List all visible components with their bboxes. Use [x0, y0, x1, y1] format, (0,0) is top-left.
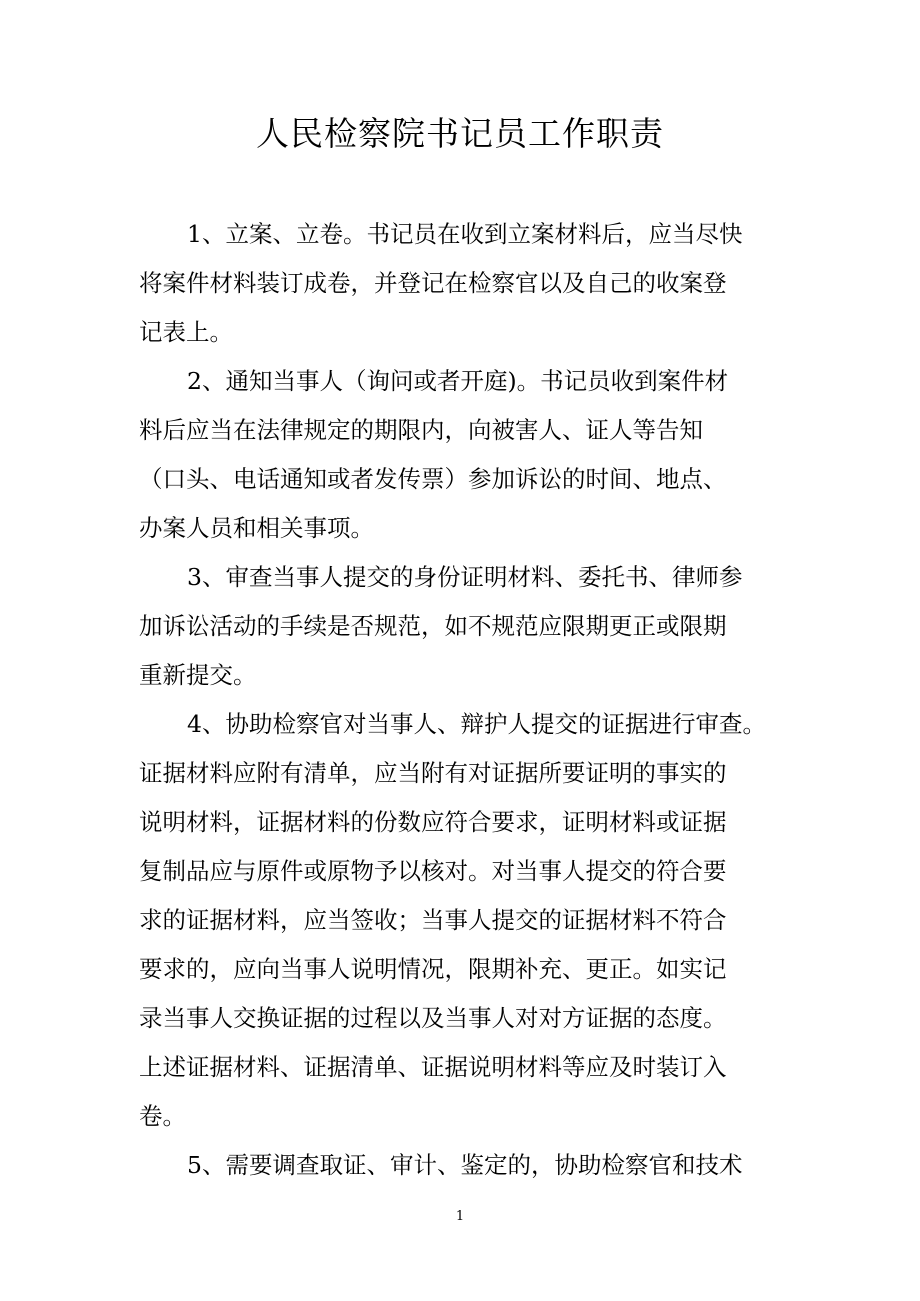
- text-line: 重新提交。: [139, 661, 257, 689]
- text-line: 要求的，应向当事人说明情况，限期补充、更正。如实记: [139, 955, 727, 983]
- document-title: 人民检察院书记员工作职责: [256, 114, 664, 153]
- text-line: 5、需要调查取证、审计、鉴定的，协助检察官和技术: [187, 1151, 743, 1179]
- text-line: 加诉讼活动的手续是否规范，如不规范应限期更正或限期: [139, 612, 727, 640]
- text-line: 录当事人交换证据的过程以及当事人对对方证据的态度。: [139, 1004, 727, 1032]
- text-line: 料后应当在法律规定的期限内，向被害人、证人等告知: [139, 416, 703, 444]
- text-line: 证据材料应附有清单，应当附有对证据所要证明的事实的: [139, 759, 727, 787]
- text-line: （口头、电话通知或者发传票）参加诉讼的时间、地点、: [139, 465, 727, 493]
- text-line: 3、审查当事人提交的身份证明材料、委托书、律师参: [187, 563, 743, 591]
- text-line: 上述证据材料、证据清单、证据说明材料等应及时装订入: [139, 1053, 727, 1081]
- text-line: 说明材料，证据材料的份数应符合要求，证明材料或证据: [139, 808, 727, 836]
- text-line: 1、立案、立卷。书记员在收到立案材料后，应当尽快: [187, 220, 743, 248]
- text-line: 求的证据材料，应当签收；当事人提交的证据材料不符合: [139, 906, 727, 934]
- document-body: [139, 210, 789, 1190]
- text-line: 将案件材料装订成卷，并登记在检察官以及自己的收案登: [139, 269, 727, 297]
- text-line: 4、协助检察官对当事人、辩护人提交的证据进行审查。: [187, 710, 766, 738]
- text-line: 办案人员和相关事项。: [139, 514, 374, 542]
- text-line: 复制品应与原件或原物予以核对。对当事人提交的符合要: [139, 857, 727, 885]
- text-line: 记表上。: [139, 318, 233, 346]
- page-number: 1: [455, 1209, 465, 1224]
- text-line: 2、通知当事人（询问或者开庭)。书记员收到案件材: [187, 367, 729, 395]
- text-line: 卷。: [139, 1102, 186, 1130]
